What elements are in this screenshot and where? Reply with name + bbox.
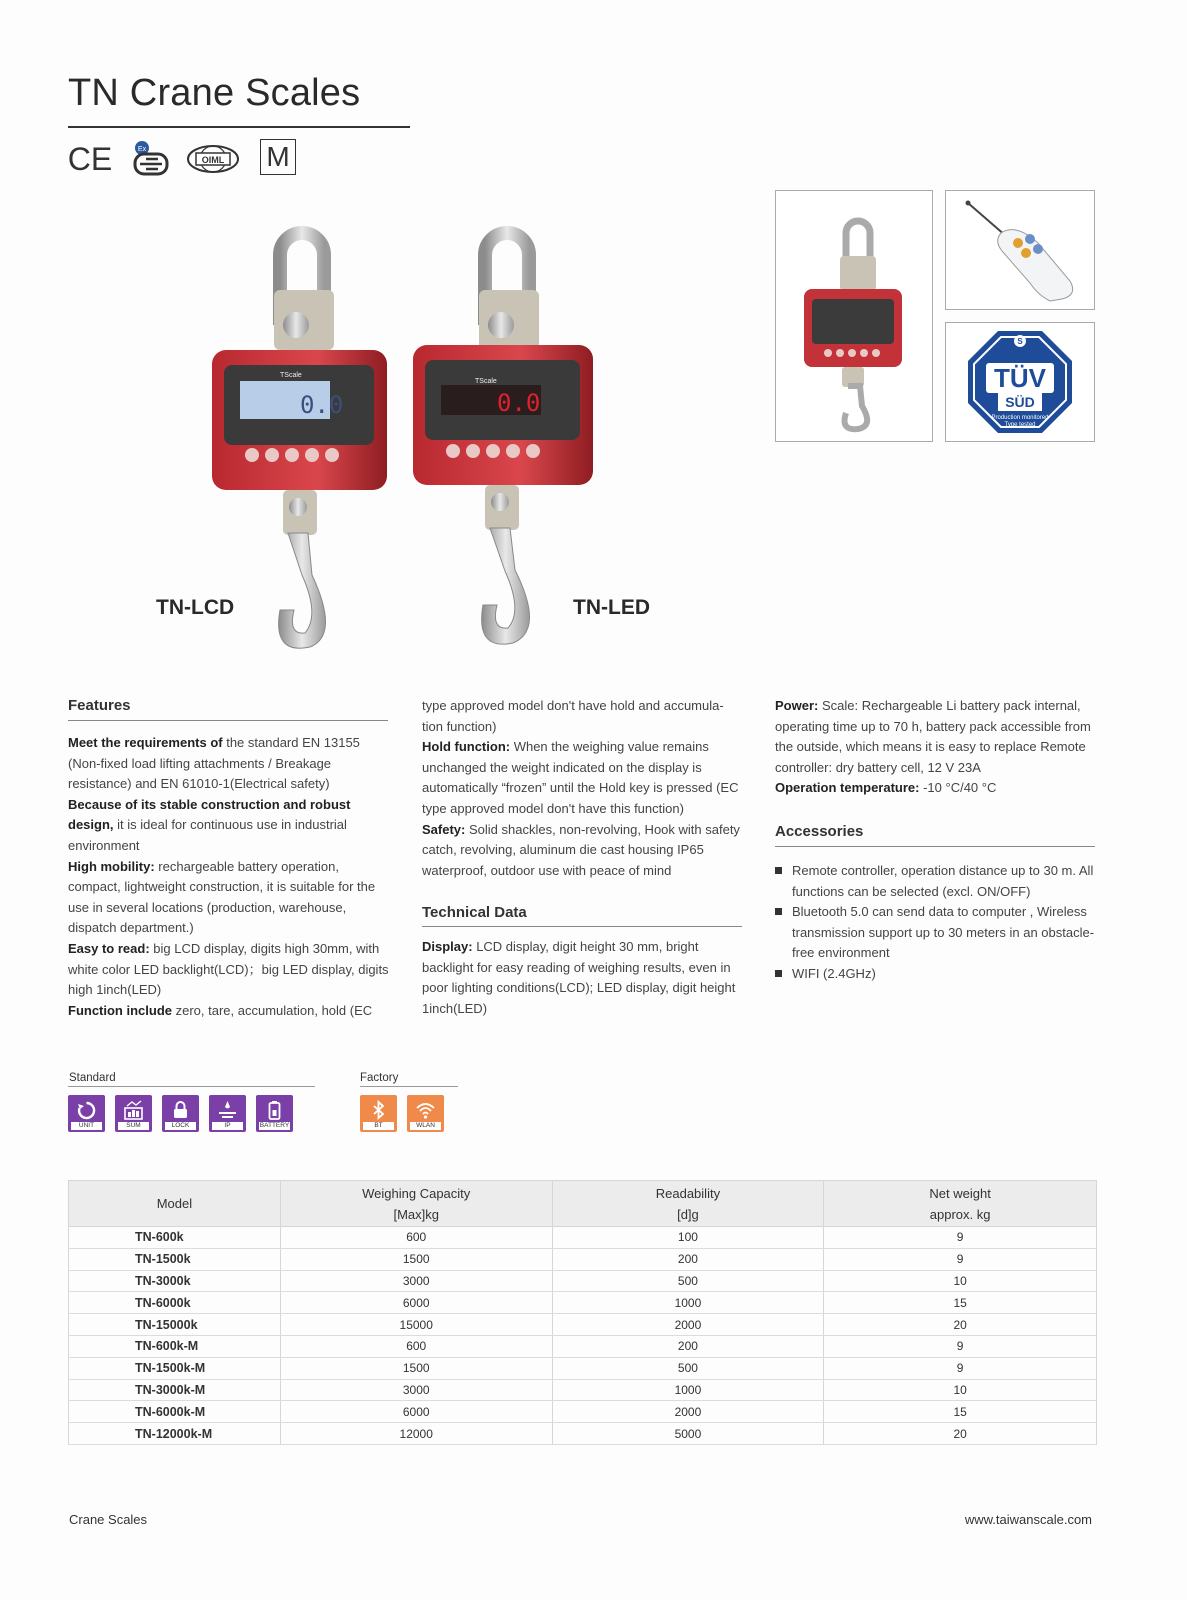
- list-item: Remote controller, operation distance up to 30 m. All functions can be selected (excl. ON/OFF): [775, 861, 1097, 902]
- svg-text:Type tested: Type tested: [1004, 422, 1036, 428]
- table-row: TN-6000k-M 6000 2000 15: [69, 1401, 1097, 1423]
- table-row: TN-600k 600 100 9: [69, 1227, 1097, 1249]
- column-header-net-weight: Net weight approx. kg: [824, 1181, 1097, 1227]
- svg-text:TScale: TScale: [280, 372, 302, 379]
- accessories-rule: [775, 846, 1095, 847]
- remote-controller-image: [945, 190, 1095, 310]
- svg-text:Ex: Ex: [137, 146, 147, 153]
- footer-category: Crane Scales: [69, 1512, 148, 1527]
- accessories-list: [775, 861, 1097, 985]
- table-row: TN-3000k-M 3000 1000 10: [69, 1379, 1097, 1401]
- factory-options-label: Factory: [360, 1072, 399, 1084]
- footer-website-link[interactable]: www.taiwanscale.com: [964, 1512, 1092, 1527]
- svg-text:TÜV: TÜV: [994, 363, 1046, 393]
- table-row: TN-1500k-M 1500 500 9: [69, 1357, 1097, 1379]
- features-rule: [68, 720, 388, 721]
- svg-text:SÜD: SÜD: [1005, 394, 1035, 410]
- tn-led-scale-image: [405, 215, 605, 655]
- features-title: Features: [68, 697, 131, 714]
- oiml-mark-icon: [186, 140, 240, 178]
- factory-options-rule: [360, 1086, 458, 1087]
- unit-option-icon: UNIT: [68, 1095, 105, 1132]
- wlan-option-icon: WLAN: [407, 1095, 444, 1132]
- svg-text:OIML: OIML: [201, 155, 225, 165]
- table-row: TN-1500k 1500 200 9: [69, 1248, 1097, 1270]
- svg-text:0.0: 0.0: [497, 389, 541, 417]
- column-header-capacity: Weighing Capacity [Max]kg: [280, 1181, 552, 1227]
- features-continued-text: type approved model don't have hold and accumula-tion function) Hold function: When the weighing value remains unchanged the weight indicated on the display is automatically “frozen” until the Hold key is pressed (EC type approved model don't have this function) Safety: Solid shackles, non-revolving, Hook with safety catch, revolving, aluminum die cast housing IP65 waterproof, outdoor use with peace of mind: [422, 698, 740, 878]
- svg-text:TScale: TScale: [475, 378, 497, 385]
- table-row: TN-15000k 15000 2000 20: [69, 1314, 1097, 1336]
- column-header-model: Model: [69, 1181, 281, 1227]
- metrology-m-mark-icon: M: [260, 139, 296, 175]
- column-header-readability: Readability [d]g: [552, 1181, 824, 1227]
- list-item: Bluetooth 5.0 can send data to computer , Wireless transmission support up to 30 meters in an obstacle-free environment: [775, 902, 1097, 964]
- tn-lcd-label: TN-LCD: [156, 596, 235, 619]
- technical-data-text: Display: LCD display, digit height 30 mm, bright backlight for easy reading of weighing results, even in poor lighting conditions(LCD); LED display, digit height 1inch(LED): [422, 939, 736, 1016]
- title-underline: [68, 126, 410, 128]
- sum-option-icon: SUM: [115, 1095, 152, 1132]
- tn-lcd-scale-image: [200, 215, 400, 655]
- svg-text:S: S: [1017, 337, 1023, 346]
- table-row: TN-3000k 3000 500 10: [69, 1270, 1097, 1292]
- scale-thumbnail: [775, 190, 933, 442]
- technical-data-rule: [422, 926, 742, 927]
- power-text: Power: Scale: Rechargeable Li battery pack internal, operating time up to 70 h, battery pack accessible from the outside, which means it is easy to replace Remote controller: dry battery cell, 12 V 23A Operation temperature: -10 °C/40 °C: [775, 698, 1091, 796]
- svg-text:0.0: 0.0: [300, 391, 344, 419]
- table-row: TN-600k-M 600 200 9: [69, 1335, 1097, 1357]
- page-title: TN Crane Scales: [68, 72, 361, 114]
- battery-option-icon: BATTERY: [256, 1095, 293, 1132]
- tn-led-label: TN-LED: [573, 596, 650, 619]
- technical-data-title: Technical Data: [422, 904, 527, 921]
- bluetooth-option-icon: BT: [360, 1095, 397, 1132]
- table-header-row: [69, 1181, 1097, 1227]
- accessories-title: Accessories: [775, 823, 864, 840]
- table-row: TN-12000k-M 12000 5000 20: [69, 1423, 1097, 1445]
- specification-table: [68, 1180, 1097, 1445]
- list-item: WIFI (2.4GHz): [775, 964, 1097, 985]
- lock-option-icon: LOCK: [162, 1095, 199, 1132]
- ce-mark-icon: CE: [67, 140, 113, 177]
- features-text: Meet the requirements of the standard EN 13155 (Non-fixed load lifting attachments / Breakage resistance) and EN 61010-1(Electrical safety) Because of its stable construction and robust design, it is ideal for continuous use in industrial environment High mobility: rechargeable battery operation, compact, lightweight construction, it is suitable for the use in several locations (production, warehouse, dispatch department.) Easy to read: big LCD display, digits high 30mm, with white color LED backlight(LCD)；big LED display, digits high 1inch(LED) Function include zero, tare, accumulation, hold (EC: [68, 735, 389, 1018]
- svg-text:Production monitored: Production monitored: [991, 415, 1049, 421]
- standard-options-rule: [68, 1086, 315, 1087]
- ip-waterproof-option-icon: IP: [209, 1095, 246, 1132]
- atex-mark-icon: [132, 140, 170, 178]
- table-row: TN-6000k 6000 1000 15: [69, 1292, 1097, 1314]
- standard-options-label: Standard: [69, 1072, 116, 1084]
- tuv-sud-badge: [945, 322, 1095, 442]
